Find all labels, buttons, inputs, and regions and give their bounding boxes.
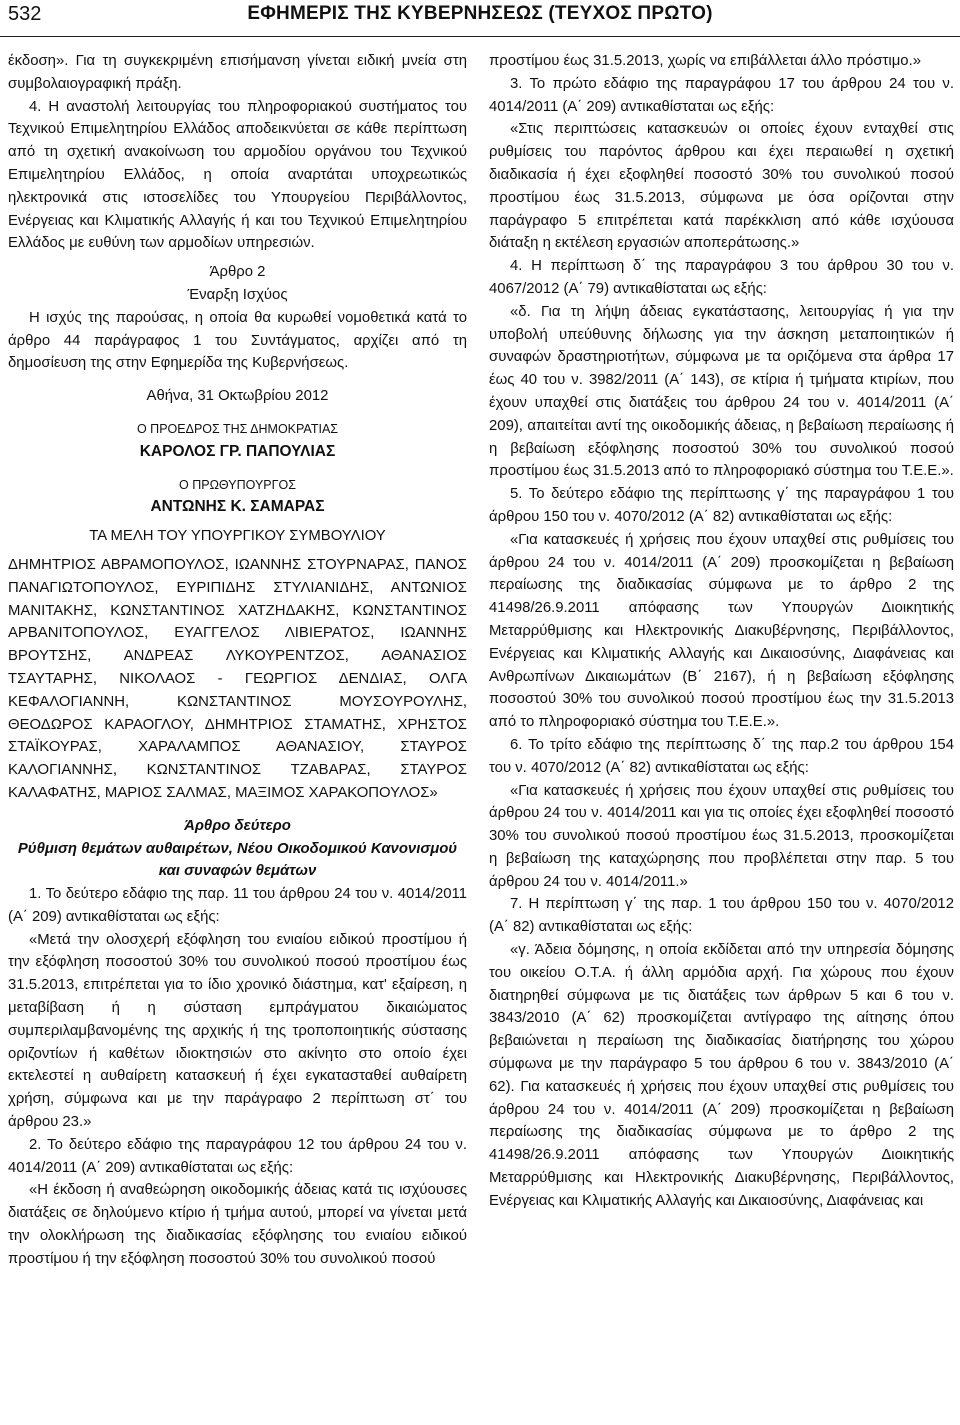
signatory-title: Ο ΠΡΟΕΔΡΟΣ ΤΗΣ ΔΗΜΟΚΡΑΤΙΑΣ: [136, 421, 339, 436]
quoted-paragraph: «Η έκδοση ή αναθεώρηση οικοδομικής άδειας κατά τις ισχύουσες διατάξεις σε δηλούμενο κτίριο ή τμήμα αυτού, μπορεί να γίνεται μετά την ολοκλήρωση της διαδικασίας εξόφλησης του ενιαίου ειδικού προστίμου ή την εξόφληση ποσοστού 30% του συνολικού ποσού: [8, 1182, 467, 1267]
page-header: [0, 0, 960, 36]
signatory-title: Ο ΠΡΩΘΥΠΟΥΡΓΟΣ: [179, 477, 296, 492]
paragraph: προστίμου έως 31.5.2013, χωρίς να επιβάλλεται άλλο πρόστιμο.»: [489, 53, 921, 69]
quoted-paragraph: «γ. Άδεια δόμησης, η οποία εκδίδεται από την υπηρεσία δόμησης του οικείου Ο.Τ.Α. ή άλλη αρμόδια αρχή. Για χώρους που έχουν διατηρηθεί σύμφωνα με τις διατάξεις των άρθρων 5 και 6 του ν. 3843/2010 (Α΄ 62) προσκομίζεται αντίγραφο της αίτησης όπου βεβαιώνεται η περαίωση της διαδικασίας διατήρησης του χώρου σύμφωνα με την παράγραφο 5 του άρθρου 6 του ν. 3843/2010 (Α΄ 62). Για κατασκευές ή χρήσεις που έχουν υπαχθεί στις ρυθμίσεις του άρθρου 24 του ν. 4014/2011 (Α΄ 209) προσκομίζεται η βεβαίωση περαίωσης της διαδικασίας σύμφωνα με το άρθρο 2 της 41498/26.9.2011 απόφασης των Υπουργών Διοικητικής Μεταρρύθμισης και Ηλεκτρονικής Διακυβέρνησης, Περιβάλλοντος, Ενέργειας και Κλιματικής Αλλαγής και Δικαιοσύνης, Διαφάνειας και: [489, 942, 954, 1209]
quoted-paragraph: «δ. Για τη λήψη άδειας εγκατάστασης, λειτουργίας ή για την υποβολή υπεύθυνης δήλωσης για την άσκηση μεταποιητικών ή συναφών δραστηριοτήτων, σύμφωνα με τα οριζόμενα στα άρθρα 17 έως 40 του ν. 3982/2011 (Α΄ 143), σε κτίρια ή τμήματα κτιρίων, που έχουν υπαχθεί στις διατάξεις του άρθρου 24 του ν. 4014/2011 (Α΄ 209), απαιτείται αντί της οικοδομικής άδειας, η βεβαίωση περαίωσης ή η βεβαίωση εξόφλησης ποσοστού 30% του συνολικού ποσού προστίμου έως 31.5.2013 από το πληροφοριακό σύστημα του Τ.Ε.Ε.».: [489, 303, 954, 480]
quoted-paragraph: «Για κατασκευές ή χρήσεις που έχουν υπαχθεί στις ρυθμίσεις του άρθρου 24 του ν. 4014/2011 και για τις οποίες έχει εξοφληθεί ποσοστό 30% του συνολικού ποσού προστίμου έως 31.5.2013, προσκομίζεται η βεβαίωση της καταχώρησης που προβλέπεται στην παρ. 5 του άρθρου 24 του ν. 4014/2011.»: [489, 782, 954, 890]
paragraph: 4. Η αναστολή λειτουργίας του πληροφοριακού συστήματος του Τεχνικού Επιμελητηρίου Ελλάδος αποδεικνύεται σε κάθε περίπτωση από τη σχετική ανακοίνωση του αρμοδίου οργάνου του Τεχνικού Επιμελητηρίου Ελλάδος, η οποία αναρτάται υποχρεωτικώς ηλεκτρονικά στις ιστοσελίδες του Υπουργείου Περιβάλλοντος, Ενέργειας και Κλιματικής Αλλαγής ή και του Τεχνικού Επιμελητηρίου Ελλάδος με ευθύνη των αρμοδίων υπηρεσιών.: [8, 98, 467, 252]
paragraph: 1. Το δεύτερο εδάφιο της παρ. 11 του άρθρου 24 του ν. 4014/2011 (Α΄ 209) αντικαθίσταται ως εξής:: [8, 886, 467, 925]
article-heading: Άρθρο 2: [209, 264, 266, 281]
page-number: 532: [8, 3, 42, 25]
paragraph: 7. Η περίπτωση γ΄ της παρ. 1 του άρθρου 150 του ν. 4070/2012 (Α΄ 82) αντικαθίσταται ως εξής:: [489, 896, 954, 936]
left-column: [8, 50, 467, 1271]
quoted-paragraph: «Μετά την ολοσχερή εξόφληση του ενιαίου ειδικού προστίμου ή την εξόφληση ποσοστού 30% του συνολικού ποσού προστίμου έως 31.5.2013, επιτρέπεται για το ίδιο χρονικό διάστημα, κατ' εξαίρεση, η μεταβίβαση ή η σύσταση εμπράγματου δικαιώματος συμπεριλαμβανομένης της αρχικής ή της τροποποιητικής σύστασης οριζοντίων ή καθέτων ιδιοκτησιών στο ακίνητο στο οποίο έχει εκτελεστεί η αυθαίρετη κατασκευή ή έχει εγκατασταθεί αυθαίρετη χρήση, σύμφωνα και με την παράγραφο 2 περίπτωση στ΄ του άρθρου 23.»: [8, 931, 467, 1131]
article-subheading: Έναρξη Ισχύος: [187, 286, 288, 303]
paragraph: 5. Το δεύτερο εδάφιο της περίπτωσης γ΄ της παραγράφου 1 του άρθρου 150 του ν. 4070/2012 (Α΄ 82) αντικαθίσταται ως εξής:: [489, 486, 954, 525]
quoted-paragraph: «Στις περιπτώσεις κατασκευών οι οποίες έχουν ενταχθεί στις ρυθμίσεις του παρόντος άρθρου και έχει περαιωθεί η σχετική διαδικασία ή έχει εξοφληθεί ποσοστό 30% του συνολικού ποσού προστίμου έως 31.5.2013, σύμφωνα με όσα ορίζονται στην παράγραφο 5 επιτρέπεται κατά παρέκκλιση από κάθε ισχύουσα διάταξη η εκτέλεση εργασιών αποπεράτωσης.»: [489, 121, 954, 252]
paragraph: 4. Η περίπτωση δ΄ της παραγράφου 3 του άρθρου 30 του ν. 4067/2012 (Α΄ 79) αντικαθίσταται ως εξής:: [489, 258, 954, 297]
article-heading: Άρθρο δεύτερο: [184, 817, 291, 834]
paragraph: Η ισχύς της παρούσας, η οποία θα κυρωθεί νομοθετικά κατά το άρθρο 44 παράγραφος 1 του Συντάγματος, αρχίζει από τη δημοσίευση της στην Εφημερίδα της Κυβερνήσεως.: [8, 309, 467, 372]
journal-title: ΕΦΗΜΕΡΙΣ ΤΗΣ ΚΥΒΕΡΝΗΣΕΩΣ (ΤΕΥΧΟΣ ΠΡΩΤΟ): [247, 3, 713, 24]
signatory-name: ΚΑΡΟΛΟΣ ΓΡ. ΠΑΠΟΥΛΙΑΣ: [139, 442, 336, 460]
quoted-paragraph: «Για κατασκευές ή χρήσεις που έχουν υπαχθεί στις ρυθμίσεις του άρθρου 24 του ν. 4014/2011 (Α΄ 209) προσκομίζεται η βεβαίωση περαίωσης της διαδικασίας σύμφωνα με το άρθρο 2 της 41498/26.9.2011 απόφασης των Υπουργών Διοικητικής Μεταρρύθμισης και Ηλεκτρονικής Διακυβέρνησης, Περιβάλλοντος, Ενέργειας και Κλιματικής Αλλαγής και Δικαιοσύνης, Διαφάνειας και Ανθρωπίνων Δικαιωμάτων (Β΄ 2167), ή η βεβαίωση εξόφλησης ποσοστού 30% του συνολικού ποσού προστίμου έως την 31.5.2013 από το πληροφοριακό σύστημα του Τ.Ε.Ε.».: [489, 531, 954, 731]
right-column: [489, 50, 954, 1213]
cabinet-members: ΔΗΜΗΤΡΙΟΣ ΑΒΡΑΜΟΠΟΥΛΟΣ, ΙΩΑΝΝΗΣ ΣΤΟΥΡΝΑΡΑΣ, ΠΑΝΟΣ ΠΑΝΑΓΙΩΤΟΠΟΥΛΟΣ, ΕΥΡΙΠΙΔΗΣ ΣΤΥΛΙΑΝΙΔΗΣ, ΑΝΤΩΝΙΟΣ ΜΑΝΙΤΑΚΗΣ, ΚΩΝΣΤΑΝΤΙΝΟΣ ΧΑΤΖΗΔΑΚΗΣ, ΚΩΝΣΤΑΝΤΙΝΟΣ ΑΡΒΑΝΙΤΟΠΟΥΛΟΣ, ΕΥΑΓΓΕΛΟΣ ΛΙΒΙΕΡΑΤΟΣ, ΙΩΑΝΝΗΣ ΒΡΟΥΤΣΗΣ, ΑΝΔΡΕΑΣ ΛΥΚΟΥΡΕΝΤΖΟΣ, ΑΘΑΝΑΣΙΟΣ ΤΣΑΥΤΑΡΗΣ, ΝΙΚΟΛΑΟΣ - ΓΕΩΡΓΙΟΣ ΔΕΝΔΙΑΣ, ΟΛΓΑ ΚΕΦΑΛΟΓΙΑΝΝΗ, ΚΩΝΣΤΑΝΤΙΝΟΣ ΜΟΥΣΟΥΡΟΥΛΗΣ, ΘΕΟΔΩΡΟΣ ΚΑΡΑΟΓΛΟΥ, ΔΗΜΗΤΡΙΟΣ ΣΤΑΜΑΤΗΣ, ΧΡΗΣΤΟΣ ΣΤΑΪΚΟΥΡΑΣ, ΧΑΡΑΛΑΜΠΟΣ ΑΘΑΝΑΣΙΟΥ, ΣΤΑΥΡΟΣ ΚΑΛΟΓΙΑΝΝΗΣ, ΚΩΝΣΤΑΝΤΙΝΟΣ ΤΖΑΒΑΡΑΣ, ΣΤΑΥΡΟΣ ΚΑΛΑΦΑΤΗΣ, ΜΑΡΙΟΣ ΣΑΛΜΑΣ, ΜΑΞΙΜΟΣ ΧΑΡΑΚΟΠΟΥΛΟΣ»: [8, 556, 467, 801]
place-date: Αθήνα, 31 Οκτωβρίου 2012: [146, 388, 329, 405]
cabinet-title: ΤΑ ΜΕΛΗ ΤΟΥ ΥΠΟΥΡΓΙΚΟΥ ΣΥΜΒΟΥΛΙΟΥ: [89, 528, 386, 545]
article-title: Ρύθμιση θεμάτων αυθαιρέτων, Νέου Οικοδομικού Κανονισμού και συναφών θεμάτων: [17, 840, 458, 880]
header-rule: [0, 36, 960, 37]
paragraph: 3. Το πρώτο εδάφιο της παραγράφου 17 του άρθρου 24 του ν. 4014/2011 (Α΄ 209) αντικαθίσταται ως εξής:: [489, 75, 954, 115]
signatory-name: ΑΝΤΩΝΗΣ Κ. ΣΑΜΑΡΑΣ: [150, 498, 325, 516]
paragraph: 2. Το δεύτερο εδάφιο της παραγράφου 12 του άρθρου 24 του ν. 4014/2011 (Α΄ 209) αντικαθίσταται ως εξής:: [8, 1136, 467, 1176]
paragraph: 6. Το τρίτο εδάφιο της περίπτωσης δ΄ της παρ.2 του άρθρου 154 του ν. 4070/2012 (Α΄ 82) αντικαθίσταται ως εξής:: [489, 736, 954, 776]
paragraph: έκδοση». Για τη συγκεκριμένη επισήμανση γίνεται ειδική μνεία στη συμβολαιογραφική πράξη.: [8, 53, 467, 92]
